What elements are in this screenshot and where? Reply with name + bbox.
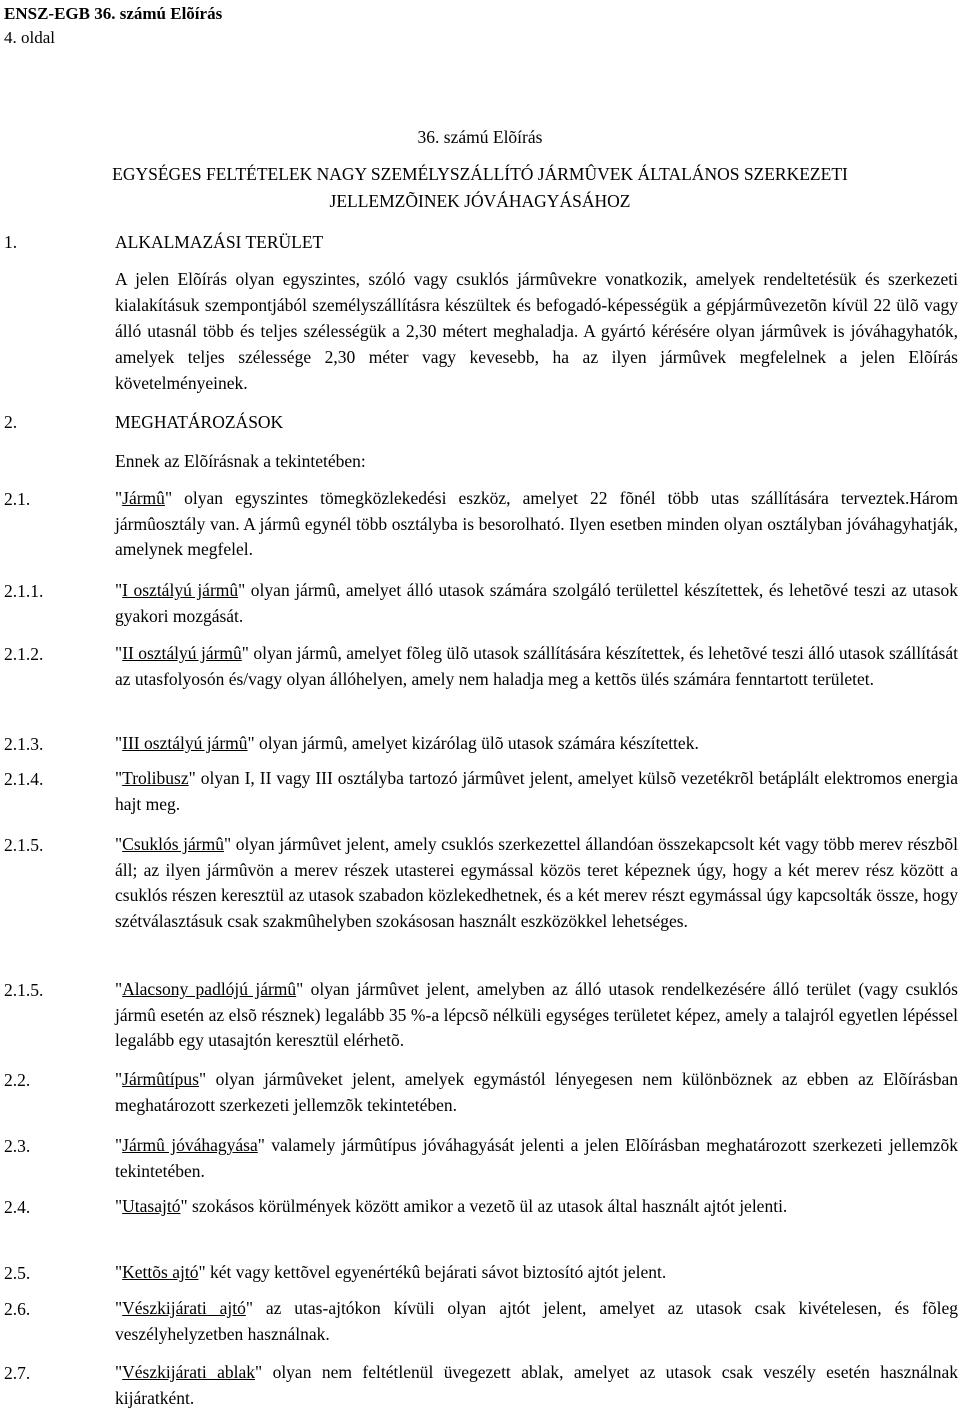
defined-term: Trolibusz: [122, 768, 189, 788]
definition-item: [115, 1194, 958, 1220]
section-2-number: 2.: [4, 412, 18, 432]
section-1-heading: ALKALMAZÁSI TERÜLET: [115, 232, 324, 252]
defined-term: Jármûtípus: [122, 1069, 199, 1089]
definition-text: " szokásos körülmények között amikor a vezetõ ül az utasok által használt ajtót jelenti.: [180, 1196, 788, 1216]
quote-open: ": [115, 1069, 123, 1089]
definition-text: " olyan jármûveket jelent, amelyek egymástól lényegesen nem különböznek az ebben az Elõírásban meghatározott szerkezeti jellemzõk tekintetében.: [115, 1069, 958, 1115]
quote-open: ": [115, 643, 123, 663]
defined-term: II osztályú jármû: [122, 643, 242, 663]
definition-number: 2.7.: [4, 1363, 31, 1383]
definition-text: " olyan nem feltétlenül üvegezett ablak, amelyet az utasok csak veszély esetén használnak kijáratként.: [115, 1362, 958, 1408]
defined-term: III osztályú jármû: [122, 733, 248, 753]
definition-number: 2.6.: [4, 1299, 31, 1319]
defined-term: Jármû: [122, 488, 165, 508]
definition-number: 2.1.2.: [4, 644, 44, 664]
definition-number: 2.5.: [4, 1263, 31, 1283]
section-1-number: 1.: [4, 232, 18, 252]
definition-item: [115, 731, 958, 757]
quote-open: ": [115, 1298, 123, 1318]
definition-text: " olyan jármûvet jelent, amelyben az álló utasok rendelkezésére álló terület (vagy csuklós jármû esetén az elsõ résznek) legalább 35 %-a lépcsõ nélküli egységes területet képez, amely a talajról egyetlen lépéssel legalább egy utasajtón keresztül elérhetõ.: [115, 979, 958, 1050]
regulation-title-line2: JELLEMZÕINEK JÓVÁHAGYÁSÁHOZ: [329, 191, 631, 211]
quote-open: ": [115, 834, 123, 854]
quote-open: ": [115, 488, 123, 508]
section-2-intro: Ennek az Elõírásnak a tekintetében:: [115, 451, 366, 471]
definition-text: " valamely jármûtípus jóváhagyását jelenti a jelen Elõírásban meghatározott szerkezeti jellemzõk tekintetében.: [115, 1135, 958, 1181]
definition-item: [115, 486, 958, 563]
definition-number: 2.1.4.: [4, 769, 44, 789]
definition-text: " olyan jármû, amelyet álló utasok számára szolgáló területtel készítettek, és lehetõvé teszi az utasok gyakori mozgását.: [115, 580, 959, 626]
quote-open: ": [115, 1262, 123, 1282]
definition-item: [115, 1133, 958, 1184]
definition-number: 2.3.: [4, 1136, 31, 1156]
running-header-title: ENSZ-EGB 36. számú Elõírás: [4, 4, 223, 23]
definition-number: 2.1.: [4, 489, 31, 509]
definition-text: " olyan egyszintes tömegközlekedési eszköz, amelyet 22 fõnél több utas szállítására terveztek.Három jármûosztály van. A jármû egynél több osztályba is besorolható. Ilyen esetben minden olyan osztályban jóváhagyhatják, amelynek megfelel.: [115, 488, 958, 559]
quote-open: ": [115, 1362, 123, 1382]
definition-text: " olyan I, II vagy III osztályba tartozó jármûvet jelent, amelyet külsõ vezetékrõl betáplált elektromos energia hajt meg.: [115, 768, 958, 814]
definition-text: " olyan jármûvet jelent, amely csuklós szerkezettel állandóan összekapcsolt két vagy több merev részbõl áll; az ilyen jármûvön a merev részek utasterei egymással közös teret képeznek úgy, hogy a két merev rész között a csuklós részen keresztül az utasok szabadon közlekedhetnek, és a két merev részt egymással úgy kapcsolták össze, hogy szétválasztásuk csak szakmûhelyben szokásosan használt eszközökkel lehetséges.: [115, 834, 958, 931]
definition-item: [115, 641, 958, 692]
definition-text: " két vagy kettõvel egyenértékû bejárati sávot biztosító ajtót jelent.: [198, 1262, 667, 1282]
defined-term: Vészkijárati ablak: [122, 1362, 256, 1382]
scope-paragraph: A jelen Elõírás olyan egyszintes, szóló vagy csuklós jármûvekre vonatkozik, amelyek rendeltetésük és szerkezeti kialakításuk szempontjából személyszállításra készültek és befogadó-képességük a gépjármûvezetõn kívül 22 ülõ vagy álló utasnál több és teljes szélességük a 2,30 métert meghaladja. A gyártó kérésére olyan jármûvek is jóváhagyhatók, amelyek teljes szélessége 2,30 méter vagy kevesebb, ha az ilyen jármûvek megfelelnek a jelen Elõírás követelményeinek.: [115, 269, 958, 393]
section-2-heading: MEGHATÁROZÁSOK: [115, 412, 284, 432]
section-1-text: [115, 266, 958, 396]
definition-number: 2.1.5.: [4, 980, 44, 1000]
defined-term: Utasajtó: [122, 1196, 181, 1216]
definition-number: 2.1.5.: [4, 835, 44, 855]
defined-term: I osztályú jármû: [122, 580, 239, 600]
defined-term: Vészkijárati ajtó: [122, 1298, 246, 1318]
quote-open: ": [115, 1135, 123, 1155]
defined-term: Alacsony padlójú jármû: [122, 979, 297, 999]
definition-item: [115, 1296, 958, 1347]
defined-term: Csuklós jármû: [122, 834, 224, 854]
defined-term: Kettõs ajtó: [122, 1262, 199, 1282]
definition-text: " olyan jármû, amelyet kizárólag ülõ utasok számára készítettek.: [247, 733, 699, 753]
quote-open: ": [115, 733, 123, 753]
definition-number: 2.1.3.: [4, 734, 44, 754]
quote-open: ": [115, 768, 123, 788]
quote-open: ": [115, 1196, 123, 1216]
definition-number: 2.1.1.: [4, 581, 44, 601]
quote-open: ": [115, 580, 123, 600]
definition-item: [115, 977, 958, 1054]
definition-item: [115, 1360, 958, 1411]
regulation-title-line1: EGYSÉGES FELTÉTELEK NAGY SZEMÉLYSZÁLLÍTÓ JÁRMÛVEK ÁLTALÁNOS SZERKEZETI: [112, 164, 848, 184]
definition-number: 2.4.: [4, 1197, 31, 1217]
definition-item: [115, 1260, 958, 1286]
definition-text: " az utas-ajtókon kívüli olyan ajtót jelent, amelyet az utasok csak kivételesen, és fõleg veszélyhelyzetben használnak.: [115, 1298, 958, 1344]
definition-item: [115, 578, 958, 629]
regulation-number: 36. számú Elõírás: [417, 127, 543, 147]
quote-open: ": [115, 979, 123, 999]
definition-item: [115, 832, 958, 934]
definition-item: [115, 766, 958, 817]
defined-term: Jármû jóváhagyása: [122, 1135, 258, 1155]
running-header-page: 4. oldal: [4, 28, 55, 47]
definition-text: " olyan jármû, amelyet fõleg ülõ utasok szállítására készítettek, és lehetõvé teszi álló utasok szállítását az utasfolyosón és/vagy olyan állóhelyen, amely nem haladja meg a kettõs ülés számára fenntartott területet.: [115, 643, 958, 689]
definition-number: 2.2.: [4, 1070, 31, 1090]
definition-item: [115, 1067, 958, 1118]
